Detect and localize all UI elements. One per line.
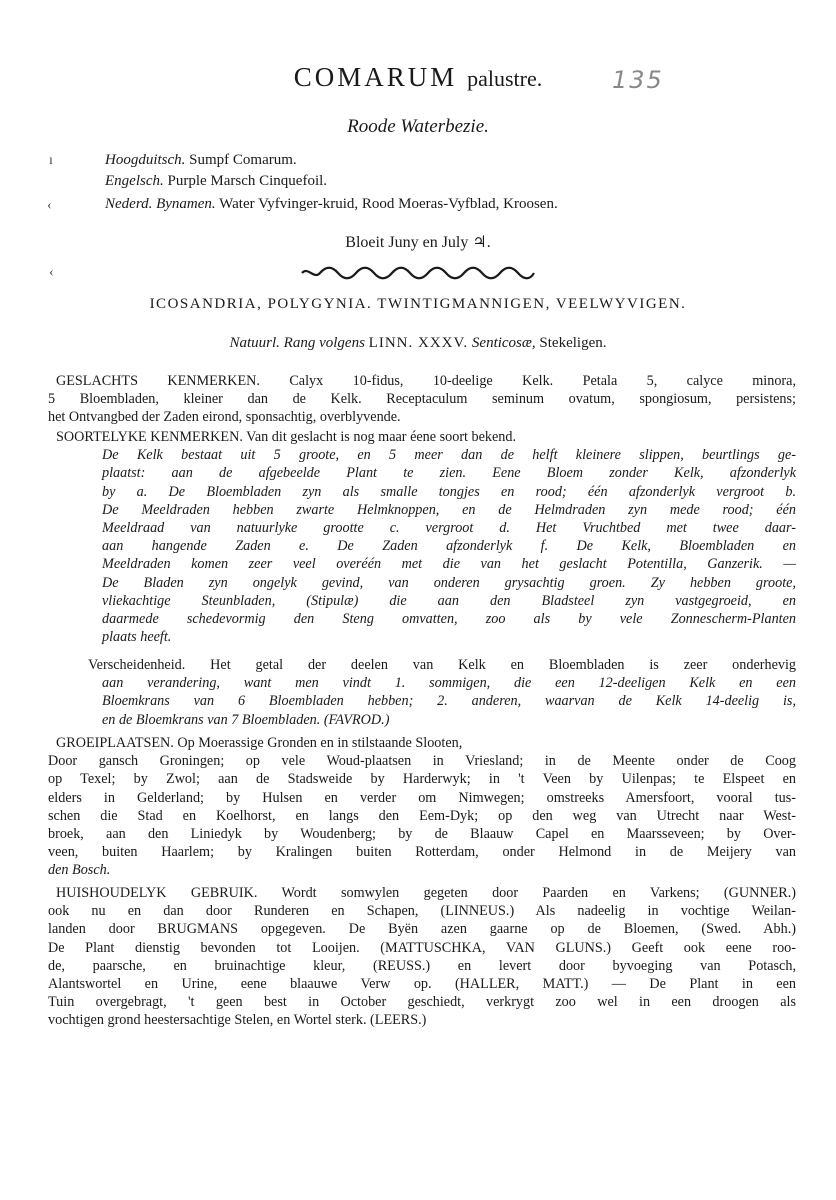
margin-mark: ‹ <box>49 265 54 280</box>
name-line-engelsch: Engelsch. Purple Marsch Cinquefoil. <box>105 173 328 189</box>
text-line: landen door BRUGMANS opgegeven. De Byën azen gaarne op de Bloemen, (Swed. Abh.) <box>48 921 796 938</box>
text-line: het Ontvangbed der Zaden eirond, sponsachtig, overblyvende. <box>48 409 401 426</box>
name-line-nederd: Nederd. Bynamen. Water Vyfvinger-kruid, Rood Moeras-Vyfblad, Kroosen. <box>105 196 558 212</box>
flowering-period: Bloeit Juny en July ♃. <box>345 234 491 251</box>
text-line: vliekachtige Steunbladen, (Stipulæ) die aan den Bladsteel zyn vastgegroeid, en <box>102 592 796 609</box>
margin-mark: ‹ <box>47 198 52 213</box>
text-line: Door gansch Groningen; op vele Woud-plaatsen in Vriesland; in de Meente onder de Coog <box>48 753 796 770</box>
text-line: veen, buiten Haarlem; by Kralingen buiten Rotterdam, onder Helmond in de Meijery van <box>48 844 796 861</box>
decorative-ornament <box>300 266 536 280</box>
common-name: Roode Waterbezie. <box>347 116 489 137</box>
text-line: den Bosch. <box>48 862 111 879</box>
text-line: Bloemkrans van 6 Bloembladen hebben; 2. anderen, waarvan de Kelk 14-deelig is, <box>102 693 796 710</box>
text-line: aan hangende Zaden e. De Zaden afzonderlyk f. De Kelk, Bloembladen en <box>102 538 796 555</box>
text-line: plaatst: aan de afgebeelde Plant te zien. Eene Bloem zonder Kelk, afzonderlyk <box>102 465 796 482</box>
text-line: Tuin overgebragt, 't geen best in October geschiedt, verkrygt zoo wel in een droogen als <box>48 994 796 1011</box>
name-line-hoogduitsch: Hoogduitsch. Sumpf Comarum. <box>105 152 297 168</box>
soortelyke-kenmerken-section <box>48 428 796 646</box>
page-title <box>0 62 836 93</box>
text-line: GESLACHTS KENMERKEN. Calyx 10-fidus, 10-deelige Kelk. Petala 5, calyce minora, <box>56 373 796 389</box>
text-line: vochtigen grond heestersachtige Stelen, en Wortel sterk. (LEERS.) <box>48 1012 427 1029</box>
groeiplaatsen-section <box>48 734 796 880</box>
species-name: palustre. <box>467 66 543 91</box>
handwritten-page-number: 135 <box>612 66 664 94</box>
huishoudelyk-gebruik-section <box>48 884 796 1030</box>
text-line: schen die Stad en Koelhorst, en langs den Eem-Dyk; op den weg van Utrecht naar West- <box>48 807 796 824</box>
verscheidenheid-section <box>48 656 796 729</box>
natural-rank: Natuurl. Rang volgens LINN. XXXV. Senticosæ, Stekeligen. <box>229 335 607 351</box>
text-line: De Meeldraden hebben zwarte Helmknoppen, en de Helmdraden zyn mede rood; één <box>102 501 796 518</box>
text-line: en de Bloemkrans van 7 Bloembladen. (FAVROD.) <box>102 711 390 728</box>
text-line: op Texel; by Zwol; aan de Stadsweide by Harderwyk; in 't Veen by Uilenpas; te Elspeet en <box>48 771 796 788</box>
text-line: elders in Gelderland; by Hulsen en verder om Nimwegen; omstreeks Amersfoort, vooral tus- <box>48 789 796 806</box>
linnaean-classification: ICOSANDRIA, POLYGYNIA. TWINTIGMANNIGEN, VEELWYVIGEN. <box>149 296 687 312</box>
text-line: plaats heeft. <box>102 629 172 646</box>
text-line: SOORTELYKE KENMERKEN. Van dit geslacht is nog maar éene soort bekend. <box>56 429 517 445</box>
text-line: De Bladen zyn ongelyk gevind, van onderen grysachtig groen. Zy hebben groote, <box>102 574 796 591</box>
text-line: Meeldraden komen zeer veel overéén met die van het geslacht Potentilla, Ganzerik. — <box>102 556 796 573</box>
text-line: De Plant dienstig bevonden tot Looijen. (MATTUSCHKA, VAN GLUNS.) Geeft ook eene roo- <box>48 939 796 956</box>
text-line: ook nu en dan door Runderen en Schapen, (LINNEUS.) Als nadeelig in vochtige Weilan- <box>48 903 796 920</box>
text-line: 5 Bloembladen, kleiner dan de Kelk. Receptaculum seminum ovatum, spongiosum, persistens; <box>48 391 796 408</box>
text-line: Meeldraad van natuurlyke grootte c. vergroot d. Het Vruchtbed met twee daar- <box>102 520 796 537</box>
text-line: De Kelk bestaat uit 5 groote, en 5 meer dan de helft kleinere slippen, beurtlings ge- <box>102 447 796 464</box>
text-line: aan verandering, want men vindt 1. sommigen, die een 12-deeligen Kelk en een <box>102 675 796 692</box>
text-line: Verscheidenheid. Het getal der deelen van Kelk en Bloembladen is zeer onderhevig <box>88 657 796 673</box>
text-line: daarmede schedevormig den Steng omvatten, zoo als by vele Zonnescherm-Planten <box>102 611 796 628</box>
text-line: HUISHOUDELYK GEBRUIK. Wordt somwylen gegeten door Paarden en Varkens; (GUNNER.) <box>56 885 796 901</box>
genus-name: COMARUM <box>293 62 458 92</box>
text-line: broek, aan den Liniedyk by Woudenberg; by de Blaauw Capel en Maarsseveen; by Over- <box>48 826 796 843</box>
geslachts-kenmerken-section <box>48 372 796 427</box>
text-line: by a. De Bloembladen zyn als smalle tongjes en rood; één afzonderlyk vergroot b. <box>102 483 796 500</box>
text-line: Alantswortel en Urine, eene blaauwe Verw op. (HALLER, MATT.) — De Plant in een <box>48 976 796 993</box>
text-line: de, paarsche, en bruinachtige kleur, (REUSS.) en levert door byvoeging van Potasch, <box>48 957 796 974</box>
margin-mark: ı <box>49 153 53 168</box>
text-line: GROEIPLAATSEN. Op Moerassige Gronden en in stilstaande Slooten, <box>56 735 463 751</box>
